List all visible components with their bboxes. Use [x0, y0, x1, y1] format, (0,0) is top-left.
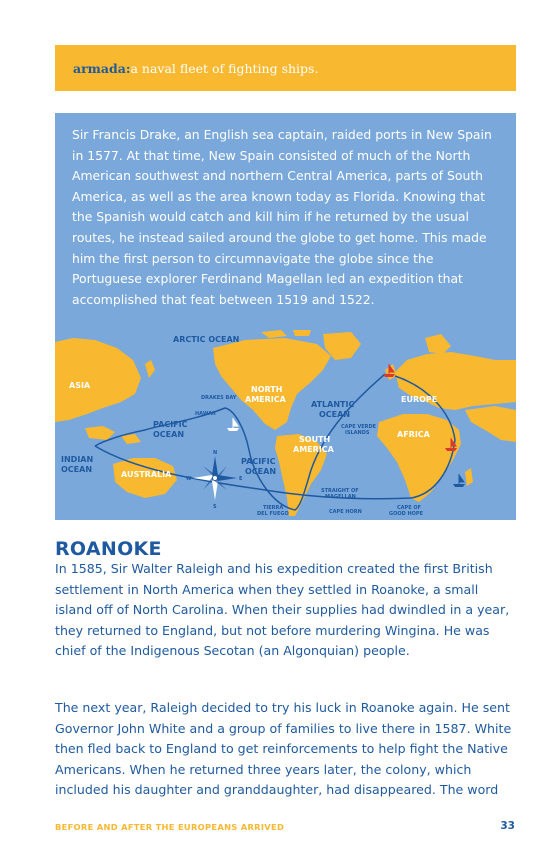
label-good-hope-2: GOOD HOPE [389, 511, 424, 517]
label-straight-of-magellan-1: STRAIGHT OF [321, 488, 359, 494]
label-good-hope-1: CAPE OF [397, 505, 422, 511]
label-africa: AFRICA [397, 430, 430, 439]
label-compass-s: S [213, 504, 217, 510]
world-map-svg [55, 330, 516, 520]
definition-term: armada: [73, 60, 131, 76]
label-straight-of-magellan-2: MAGELLAN [325, 494, 356, 500]
label-arctic-ocean: ARCTIC OCEAN [173, 335, 240, 344]
label-atlantic-ocean-1: ATLANTIC [311, 400, 355, 409]
label-pacific-ocean-south-2: OCEAN [245, 467, 277, 476]
label-indian-ocean-2: OCEAN [61, 465, 93, 474]
label-pacific-ocean-1: PACIFIC [153, 420, 188, 429]
label-pacific-ocean-2: OCEAN [153, 430, 185, 439]
label-indian-ocean-1: INDIAN [61, 455, 94, 464]
label-europe: EUROPE [401, 395, 438, 404]
label-south-america-2: AMERICA [293, 445, 334, 454]
label-cape-verde-1: CAPE VERDE [341, 424, 377, 430]
label-tierra-del-fuego-1: TIERRA [263, 505, 284, 511]
running-footer: BEFORE AND AFTER THE EUROPEANS ARRIVED [55, 822, 285, 832]
label-compass-n: N [213, 450, 218, 456]
label-hawaii: HAWAII [195, 411, 216, 417]
label-cape-verde-2: ISLANDS [345, 430, 370, 436]
label-north-america-2: AMERICA [245, 395, 286, 404]
label-compass-w: W [186, 476, 192, 482]
label-drakes-bay: DRAKES BAY [201, 395, 237, 401]
label-compass-e: E [239, 476, 243, 482]
section-heading: ROANOKE [55, 538, 162, 560]
island-landmass [293, 330, 311, 336]
label-tierra-del-fuego-2: DEL FUEGO [257, 511, 289, 517]
label-australia: AUSTRALIA [121, 470, 172, 479]
label-pacific-ocean-south-1: PACIFIC [241, 457, 276, 466]
world-map [55, 330, 516, 520]
drake-sidebar [55, 113, 516, 520]
body-paragraph: The next year, Raleigh decided to try his luck in Roanoke again. He sent Governor John White and a group of families to live there in 1587. White then fled back to England to get reinforcements to help fight the Native Americans. When he returned three years later, the colony, which included his daughter and granddaughter, had disappeared. The word [55, 700, 512, 797]
label-atlantic-ocean-2: OCEAN [319, 410, 351, 419]
sidebar-text: Sir Francis Drake, an English sea captain, raided ports in New Spain in 1577. At that time, New Spain consisted of much of the North American southwest and northern Central America, parts of South America, as well as the area known today as Florida. Knowing that the Spanish would catch and kill him if he returned by the usual routes, he instead sailed around the globe to get home. This made him the first person to circumnavigate the globe since the Portuguese explorer Ferdinand Magellan led an expedition that accomplished that feat between 1519 and 1522. [72, 127, 492, 307]
label-cape-horn: CAPE HORN [329, 509, 362, 515]
definition-text: a naval fleet of fighting ships. [130, 60, 319, 76]
definition-box [55, 45, 516, 91]
label-asia: ASIA [69, 381, 91, 390]
label-north-america-1: NORTH [251, 385, 283, 394]
page-number: 33 [500, 820, 515, 832]
body-paragraph: In 1585, Sir Walter Raleigh and his expedition created the first British settlement in North America when they settled in Roanoke, a small island off of North Carolina. When their supplies had dwindled in a year, they returned to England, but not before murdering Wingina. He was chief of the Indigenous Secotan (an Algonquian) people. [55, 561, 510, 658]
label-south-america-1: SOUTH [299, 435, 331, 444]
